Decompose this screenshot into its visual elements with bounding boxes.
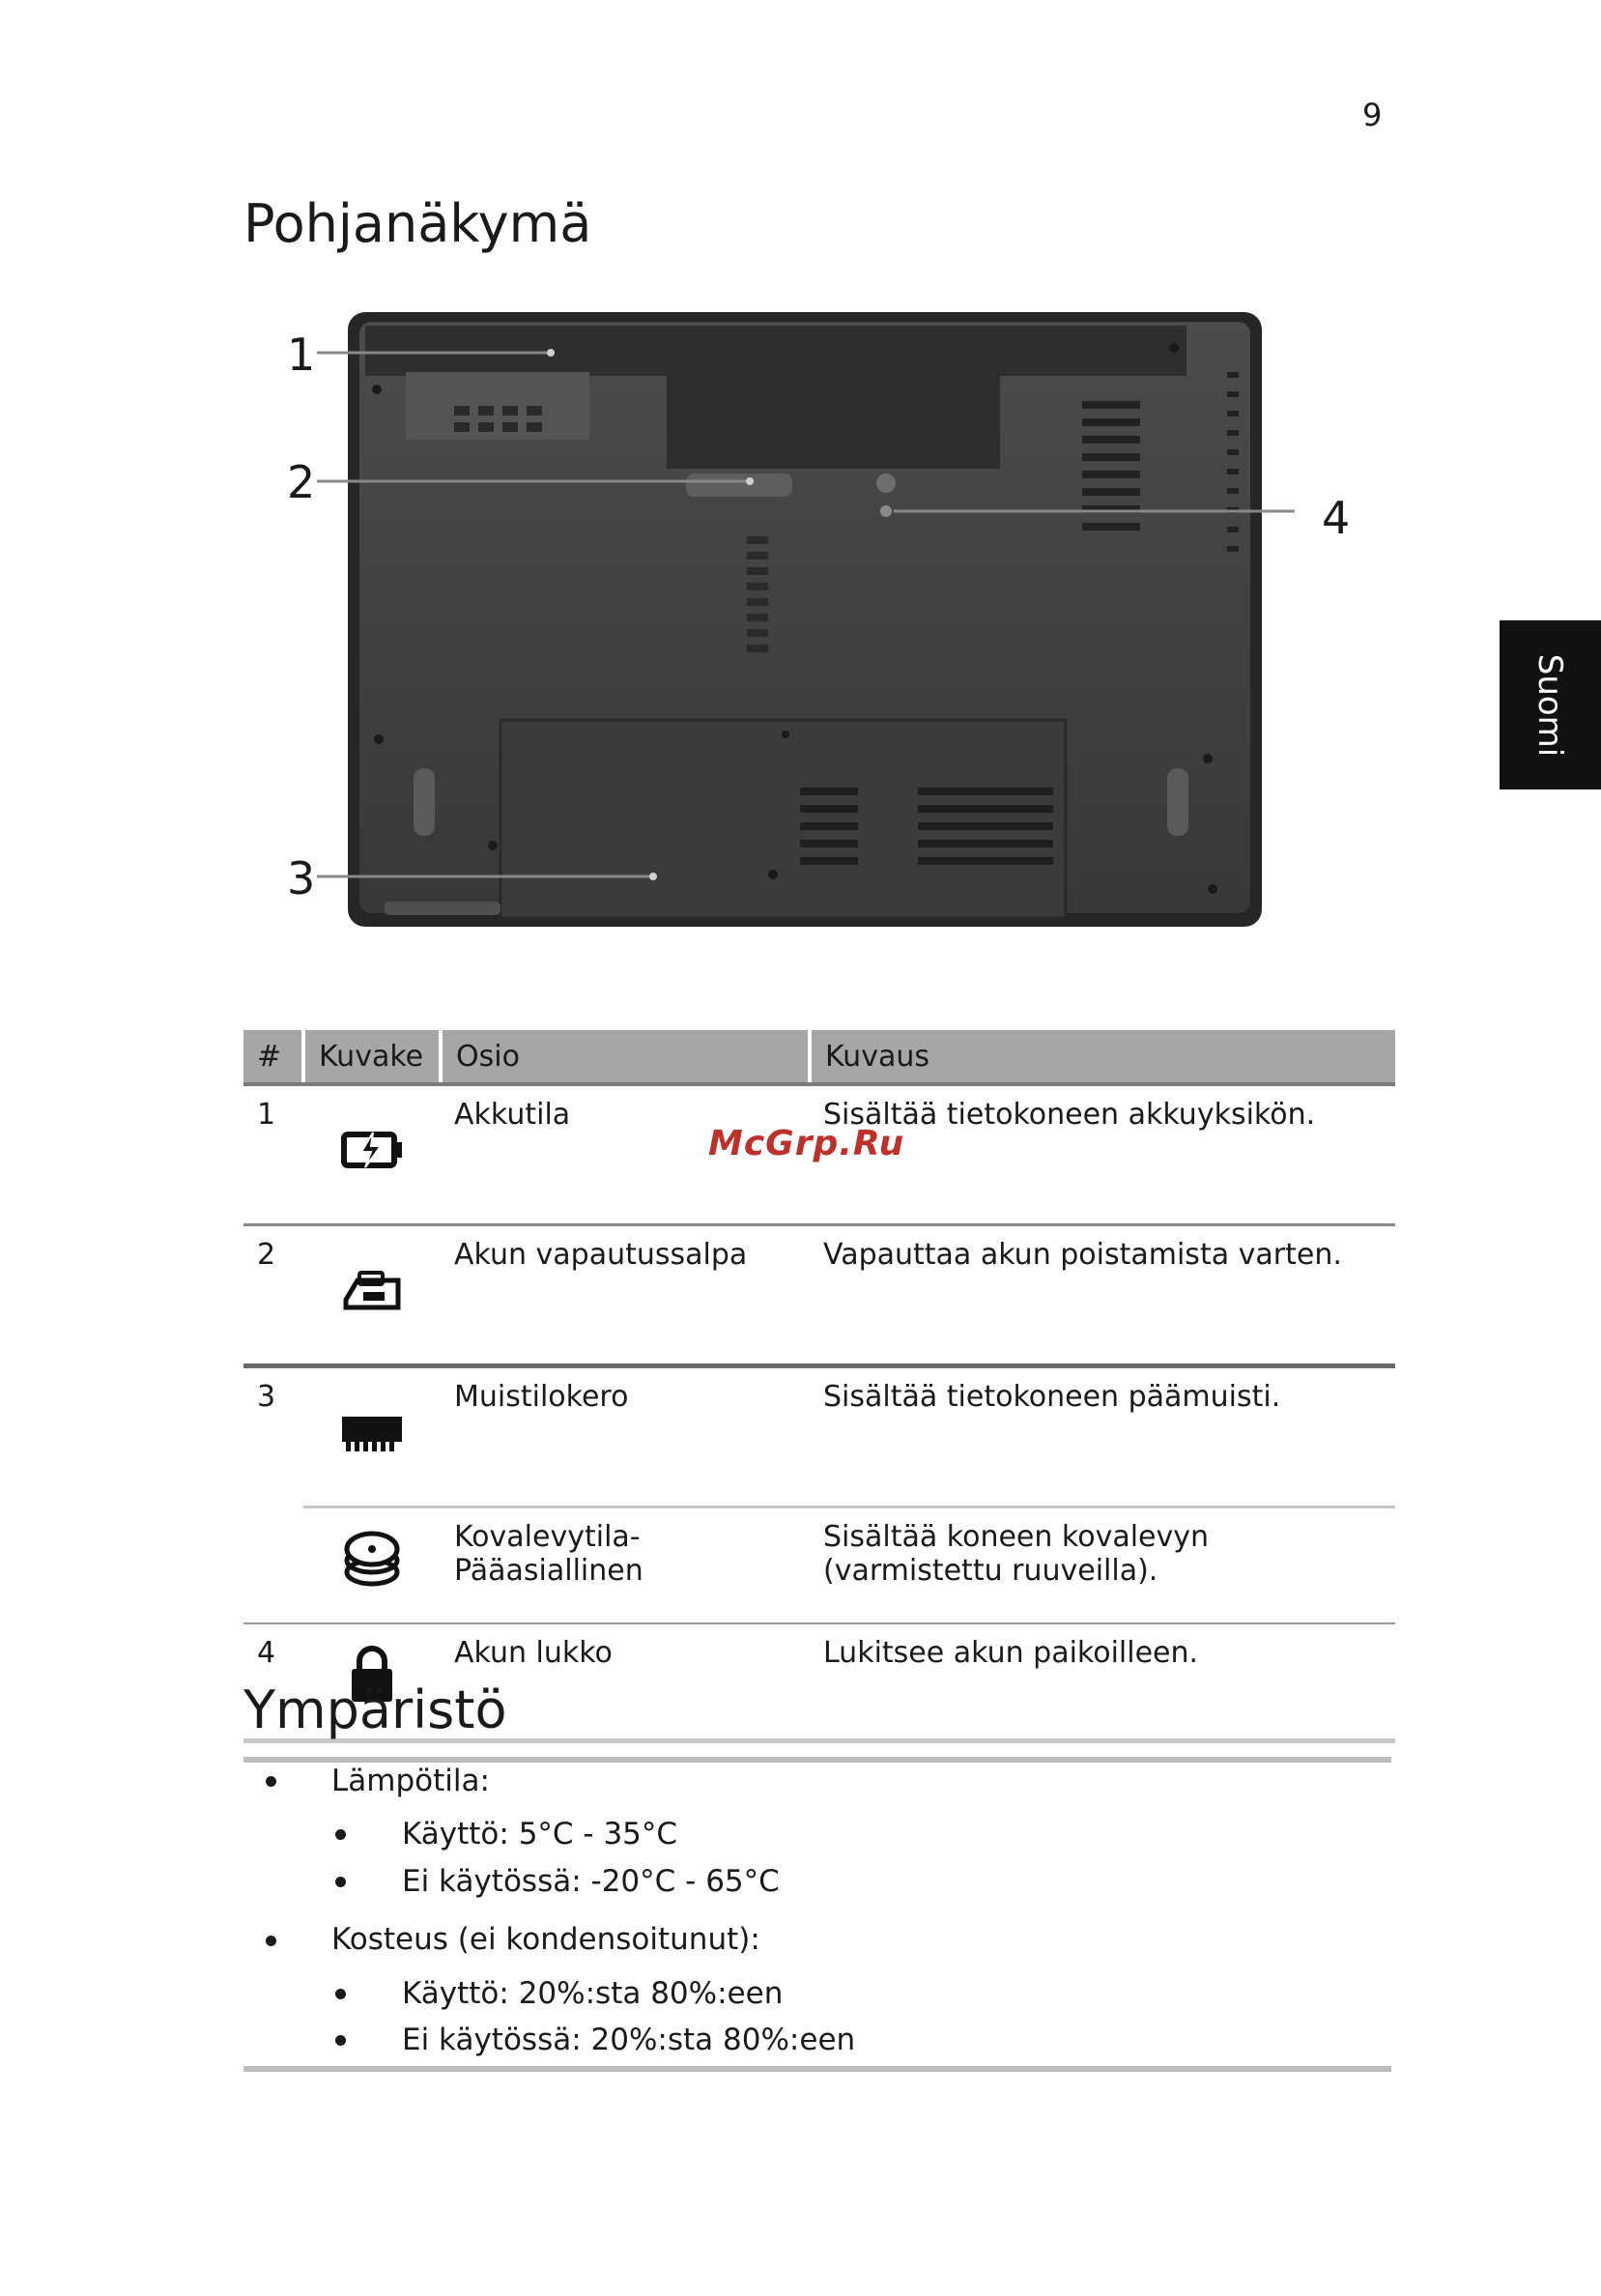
row-part-line1: Kovalevytila- — [454, 1520, 641, 1554]
memory-icon — [303, 1366, 441, 1507]
row-part — [441, 1507, 810, 1624]
table-row — [243, 1366, 1395, 1507]
front-foot-left — [385, 902, 500, 915]
row-part: Muistilokero — [441, 1366, 810, 1507]
humidity-nonoperating: Ei käytössä: 20%:sta 80%:een — [402, 2023, 856, 2057]
header-part: Osio — [441, 1030, 810, 1084]
laptop-bottom-figure — [271, 304, 1372, 942]
battery-lock — [876, 474, 896, 493]
row-part: Akun lukko — [441, 1623, 810, 1741]
row-part: Akun vapautussalpa — [441, 1225, 810, 1366]
table-header-row — [243, 1030, 1395, 1084]
battery-compartment — [406, 372, 589, 440]
row-desc: Lukitsee akun paikoilleen. — [810, 1623, 1395, 1741]
divider-top — [243, 1757, 1391, 1763]
rubber-foot-right — [1167, 768, 1188, 836]
release-latch — [686, 474, 792, 497]
row-desc: Sisältää tietokoneen akkuyksikön. — [810, 1084, 1395, 1225]
callout-1: 1 — [287, 329, 316, 381]
row-num: 4 — [243, 1623, 303, 1741]
hard-disk-icon — [303, 1507, 441, 1624]
memory-compartment — [500, 720, 1066, 918]
page-number: 9 — [1362, 97, 1383, 133]
row-part: Akkutila — [441, 1084, 810, 1225]
bullet-temperature: Lämpötila: — [331, 1764, 490, 1798]
bullet-dot — [335, 1989, 346, 1999]
bullet-dot — [335, 2035, 346, 2046]
language-tab — [1500, 620, 1601, 789]
bullet-dot — [266, 1776, 276, 1787]
table-row — [243, 1507, 1395, 1624]
row-desc: Sisältää tietokoneen päämuisti. — [810, 1366, 1395, 1507]
table-row — [243, 1225, 1395, 1366]
temp-operating: Käyttö: 5°C - 35°C — [402, 1817, 678, 1851]
battery-release-icon — [303, 1225, 441, 1366]
header-desc: Kuvaus — [810, 1030, 1395, 1084]
row-num: 1 — [243, 1084, 303, 1225]
section-title-environment: Ympäristö — [243, 1679, 507, 1740]
watermark: McGrp.Ru — [708, 1124, 905, 1163]
section-title-bottom-view: Pohjanäkymä — [243, 193, 592, 254]
row-part-line2: Pääasiallinen — [454, 1554, 643, 1588]
temp-nonoperating: Ei käytössä: -20°C - 65°C — [402, 1864, 780, 1899]
header-icon: Kuvake — [303, 1030, 441, 1084]
humidity-operating: Käyttö: 20%:sta 80%:een — [402, 1976, 784, 2011]
callout-2: 2 — [287, 456, 316, 508]
callout-3: 3 — [287, 852, 316, 904]
row-desc — [810, 1507, 1395, 1624]
bullet-humidity: Kosteus (ei kondensoitunut): — [331, 1922, 760, 1957]
battery-area — [365, 326, 1186, 376]
row-num: 2 — [243, 1225, 303, 1366]
row-desc: Vapauttaa akun poistamista varten. — [810, 1225, 1395, 1366]
battery-icon — [303, 1084, 441, 1225]
row-num: 3 — [243, 1366, 303, 1624]
row-desc-line2: (varmistettu ruuveilla). — [823, 1554, 1158, 1588]
bullet-dot — [335, 1829, 346, 1840]
upper-vent-block — [667, 372, 1000, 469]
divider-bottom — [243, 2066, 1391, 2072]
header-num: # — [243, 1030, 303, 1084]
callout-4: 4 — [1322, 492, 1351, 544]
rubber-foot-left — [414, 768, 435, 836]
language-tab-label: Suomi — [1530, 653, 1569, 758]
battery-lock-point — [880, 505, 892, 517]
bullet-dot — [335, 1877, 346, 1887]
row-desc-line1: Sisältää koneen kovalevyn — [823, 1520, 1210, 1554]
bullet-dot — [266, 1936, 276, 1946]
